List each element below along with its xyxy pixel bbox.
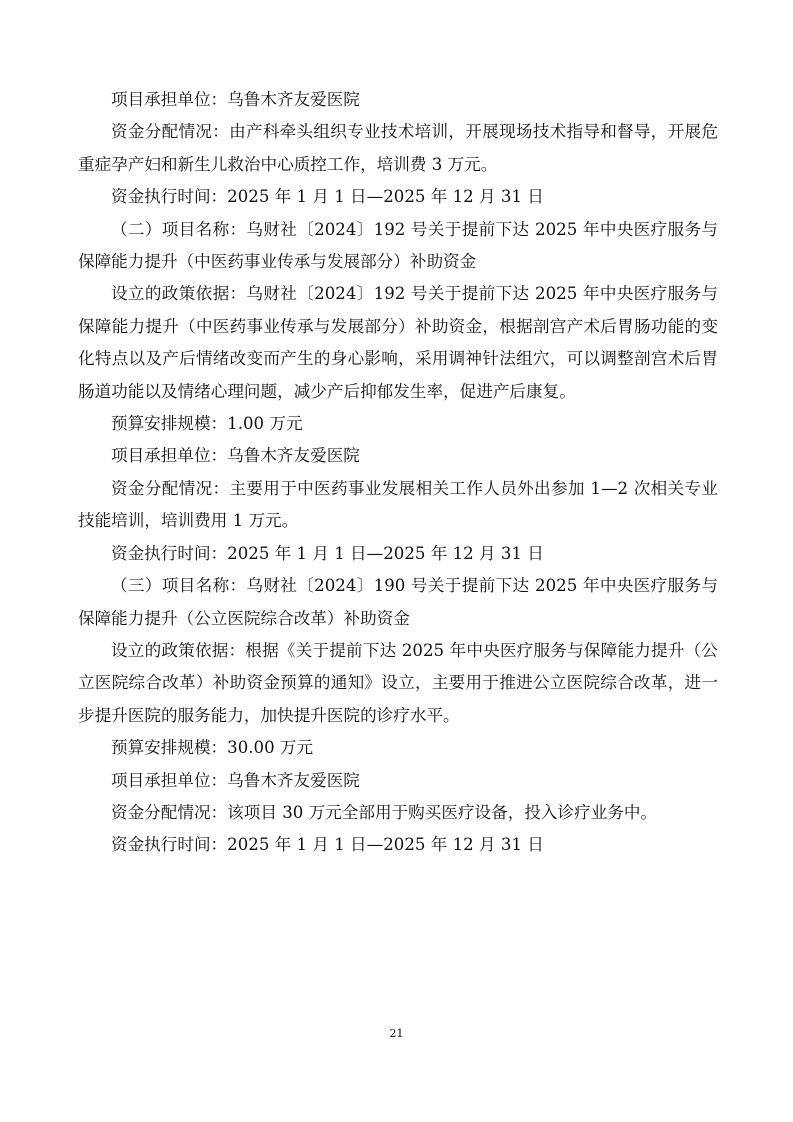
page-number: 21 xyxy=(389,1027,404,1040)
paragraph-execution-time-1: 资金执行时间：2025 年 1 月 1 日—2025 年 12 月 31 日 xyxy=(111,187,544,207)
paragraph-undertaking-unit-3: 项目承担单位：乌鲁木齐友爱医院 xyxy=(111,770,360,790)
paragraph-budget-scale-3: 预算安排规模：30.00 万元 xyxy=(111,738,314,758)
document-body xyxy=(78,84,718,862)
paragraph-budget-scale-2: 预算安排规模：1.00 万元 xyxy=(111,414,303,434)
paragraph-policy-basis-2: 设立的政策依据：乌财社〔2024〕192 号关于提前下达 2025 年中央医疗服务与保障能力提升（中医药事业传承与发展部分）补助资金，根据剖宫产术后胃肠功能的变化特点以及产后情绪改变而产生的身心影响，采用调神针法组穴，可以调整剖宫术后胃肠道功能以及情绪心理问题，减少产后抑郁发生率，促进产后康复。 xyxy=(78,284,718,401)
paragraph-execution-time-2: 资金执行时间：2025 年 1 月 1 日—2025 年 12 月 31 日 xyxy=(111,543,544,563)
paragraph-fund-allocation-2: 资金分配情况：主要用于中医药事业发展相关工作人员外出参加 1—2 次相关专业技能培训，培训费用 1 万元。 xyxy=(78,478,718,531)
paragraph-fund-allocation-1: 资金分配情况：由产科牵头组织专业技术培训，开展现场技术指导和督导，开展危重症孕产妇和新生儿救治中心质控工作，培训费 3 万元。 xyxy=(78,122,718,174)
paragraph-policy-basis-3: 设立的政策依据：根据《关于提前下达 2025 年中央医疗服务与保障能力提升（公立医院综合改革）补助资金预算的通知》设立，主要用于推进公立医院综合改革，进一步提升医院的服务能力，加快提升医院的诊疗水平。 xyxy=(78,640,718,725)
paragraph-undertaking-unit-2: 项目承担单位：乌鲁木齐友爱医院 xyxy=(111,446,360,466)
paragraph-execution-time-3: 资金执行时间：2025 年 1 月 1 日—2025 年 12 月 31 日 xyxy=(111,835,544,855)
paragraph-project-name-2: （二）项目名称：乌财社〔2024〕192 号关于提前下达 2025 年中央医疗服务与保障能力提升（中医药事业传承与发展部分）补助资金 xyxy=(78,219,718,272)
paragraph-undertaking-unit-1: 项目承担单位：乌鲁木齐友爱医院 xyxy=(111,90,360,109)
paragraph-project-name-3: （三）项目名称：乌财社〔2024〕190 号关于提前下达 2025 年中央医疗服务与保障能力提升（公立医院综合改革）补助资金 xyxy=(78,576,718,628)
paragraph-fund-allocation-3: 资金分配情况：该项目 30 万元全部用于购买医疗设备，投入诊疗业务中。 xyxy=(111,802,658,822)
